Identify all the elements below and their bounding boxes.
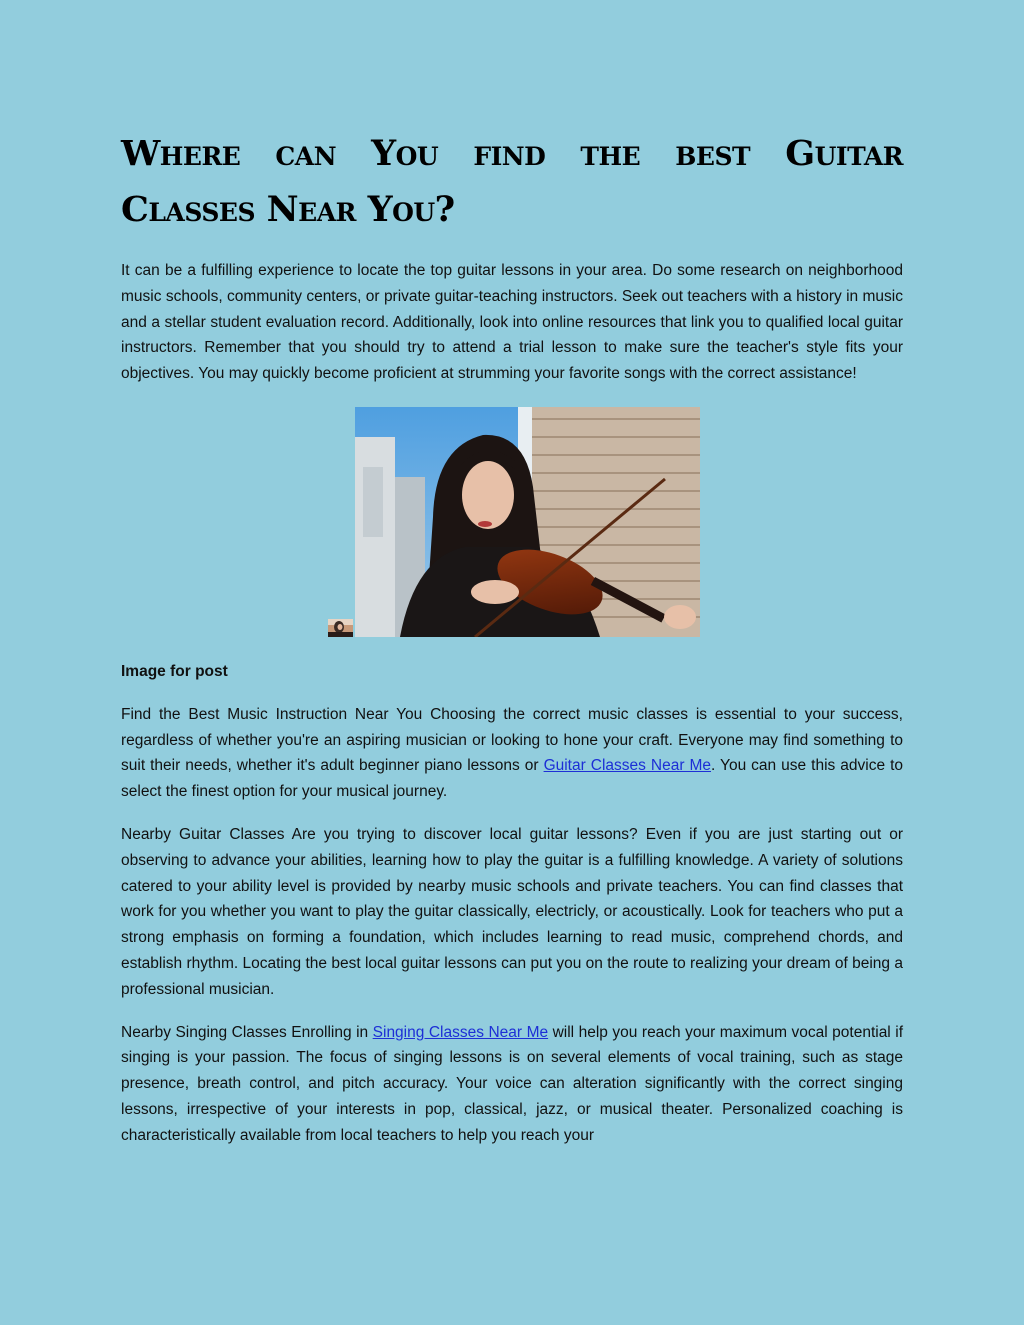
intro-paragraph: It can be a fulfilling experience to locate the top guitar lessons in your area. Do some research on neighborhood music schools, community centers, or private guitar-teaching instructors. Seek out teachers with a history in music and a stellar student evaluation record. Additionally, look into online resources that link you to qualified local guitar instructors. Remember that you should try to attend a trial lesson to make sure the teacher's style fits your objectives. You may quickly become proficient at strumming your favorite songs with the correct assistance! — [121, 262, 903, 383]
broken-image-thumbnail-icon — [328, 619, 353, 637]
image-caption: Image for post — [121, 662, 228, 680]
singing-classes-link[interactable]: Singing Classes Near Me — [372, 1023, 549, 1041]
section-music-instruction-text-end: . You can use this advice to select the finest option for your musical journey. — [121, 757, 903, 801]
figure — [121, 407, 903, 637]
section-singing-classes-text-end: will help you reach your maximum vocal potential if singing is your passion. The focus of singing lessons is on several elements of vocal training, such as stage presence, breath control, and pitch accuracy. Your voice can alteration significantly with the correct singing lessons, irrespective of your interests in pop, classical, jazz, or musical theater. Personalized coaching is characteristically available from local teachers to help you reach your — [121, 1023, 903, 1144]
section-singing-classes-text: Nearby Singing Classes Enrolling in — [121, 1023, 373, 1041]
woman-playing-violin-photo — [355, 407, 700, 637]
section-music-instruction — [121, 702, 903, 805]
article — [121, 126, 903, 1149]
guitar-classes-link[interactable]: Guitar Classes Near Me — [543, 757, 712, 775]
article-title: Where can You find the best Guitar Classes Near You? — [121, 133, 903, 230]
section-guitar-classes: Nearby Guitar Classes Are you trying to discover local guitar lessons? Even if you are just starting out or observing to advance your abilities, learning how to play the guitar is a fulfilling knowledge. A variety of solutions catered to your ability level is provided by nearby music schools and private teachers. You can find classes that work for you whether you want to play the guitar classically, electricly, or acoustically. Look for teachers who put a strong emphasis on forming a foundation, which includes learning to read music, comprehend chords, and establish rhythm. Locating the best local guitar lessons can put you on the route to realizing your dream of being a professional musician. — [121, 825, 903, 998]
section-music-instruction-text: Find the Best Music Instruction Near You Choosing the correct music classes is essential to your success, regardless of whether you're an aspiring musician or looking to hone your craft. Everyone may find something to suit their needs, whether it's adult beginner piano lessons or — [121, 705, 903, 775]
section-singing-classes — [121, 1020, 903, 1149]
